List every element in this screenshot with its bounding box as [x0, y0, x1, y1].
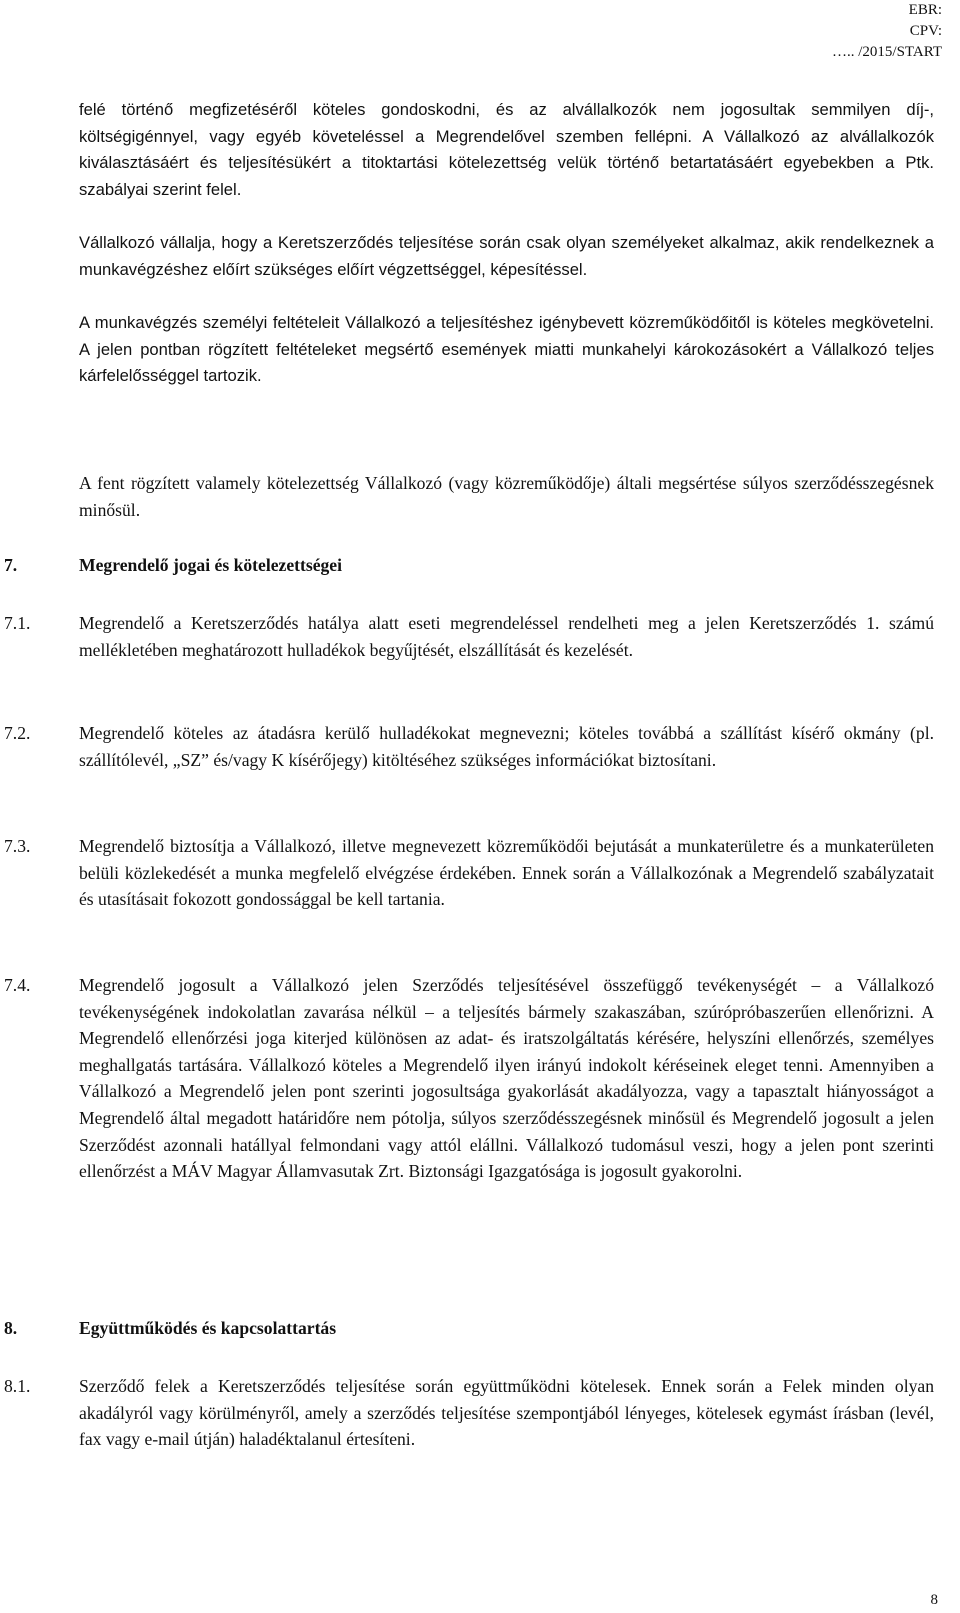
header-cpv: CPV: — [909, 23, 942, 39]
paragraph-conditions: A munkavégzés személyi feltételeit Vállalkozó a teljesítéshez igénybevett közreműködőitől is köteles megkövetelni. A jelen pontban rögzített feltételeket megsértő események miatti munkahelyi károkozásokért a Vállalkozó teljes kárfelelősséggel tartozik. — [79, 313, 934, 386]
item-8-1-text: Szerződő felek a Keretszerződés teljesítése során együttműködni kötelesek. Ennek során a Felek minden olyan akadályról vagy körülményről, amely a szerződés teljesítése szempontjából lényeges, kötelesek egymást írásban (levél, fax vagy e-mail útján) haladéktalanul értesíteni. — [79, 1376, 934, 1450]
item-7-4-text: Megrendelő jogosult a Vállalkozó jelen Szerződés teljesítésével összefüggő tevékenységét – a Vállalkozó tevékenységének indokolatlan zavarása nélkül – a teljesítés bármely szakaszában, szúrópróbaszerűen ellenőrizni. A Megrendelő ellenőrzési joga kiterjed különösen az adat- és iratszolgáltatás kérésére, helyszíni ellenőrzés, személyes meghallgatás tartására. Vállalkozó köteles a Megrendelő ilyen irányú indokolt kéréseinek eleget tenni. Amennyiben a Vállalkozó a Megrendelő jelen pont szerinti jogosultsága gyakorlását akadályozza, vagy a tapasztalt hiányosságot a Megrendelő által megadott határidőre nem pótolja, súlyos szerződésszegésnek minősül és Megrendelő jogosult a jelen Szerződést azonnali hatállyal felmondani vagy attól elállni. Vállalkozó tudomásul veszi, hogy a jelen pont szerinti ellenőrzést a MÁV Magyar Államvasutak Zrt. Biztonsági Igazgatósága is jogosult gyakorolni. — [79, 975, 934, 1182]
item-7-4-number: 7.4. — [4, 975, 31, 995]
page-number: 8 — [930, 1592, 938, 1608]
item-7-3-text: Megrendelő biztosítja a Vállalkozó, illetve megnevezett közreműködői bejutását a munkaterületre és a munkaterületen belüli közlekedését a munka megfelelő elvégzése érdekében. Ennek során a Vállalkozónak a Megrendelő szabályzatait és utasításait fokozott gondossággal be kell tartania. — [79, 836, 934, 910]
section-7-number: 7. — [4, 555, 18, 575]
header-reference: ….. /2015/START — [832, 44, 942, 60]
paragraph-continuation: felé történő megfizetéséről köteles gondoskodni, és az alvállalkozók nem jogosultak semmilyen díj-, költségigénnyel, vagy egyéb követeléssel a Megrendelővel szemben fellépni. A Vállalkozó az alvállalkozók kiválasztásáért és teljesítésükért a titoktartási kötelezettség velük történő betartatásáért egyebekben a Ptk. szabályai szerint felel. — [79, 100, 934, 199]
section-8-heading — [4, 1315, 337, 1342]
section-7-title: Megrendelő jogai és kötelezettségei — [79, 555, 342, 575]
item-7-2-text: Megrendelő köteles az átadásra kerülő hulladékokat megnevezni; köteles továbbá a szállítást kísérő okmány (pl. szállítólevél, „SZ” és/vagy K kísérőjegy) kitöltéséhez szükséges információkat biztosítani. — [79, 723, 934, 770]
paragraph-qualification: Vállalkozó vállalja, hogy a Keretszerződés teljesítése során csak olyan személyeket alkalmaz, akik rendelkeznek a munkavégzéshez előírt szükséges előírt végzettséggel, képesítéssel. — [79, 233, 934, 279]
item-7-3-number: 7.3. — [4, 836, 31, 856]
section-8-title: Együttműködés és kapcsolattartás — [79, 1318, 337, 1338]
page-header — [832, 0, 942, 63]
item-7-1-text: Megrendelő a Keretszerződés hatálya alatt eseti megrendeléssel rendelheti meg a jelen Keretszerződés 1. számú mellékletében meghatározott hulladékok begyűjtését, elszállítását és kezelését. — [79, 613, 934, 660]
section-7-heading — [4, 552, 342, 579]
item-7-1-number: 7.1. — [4, 613, 31, 633]
item-8-1-number: 8.1. — [4, 1376, 31, 1396]
section-8-number: 8. — [4, 1318, 18, 1338]
item-7-2-number: 7.2. — [4, 723, 31, 743]
paragraph-breach: A fent rögzített valamely kötelezettség Vállalkozó (vagy közreműködője) általi megsértése súlyos szerződésszegésnek minősül. — [79, 473, 934, 520]
header-ebr: EBR: — [908, 2, 942, 18]
